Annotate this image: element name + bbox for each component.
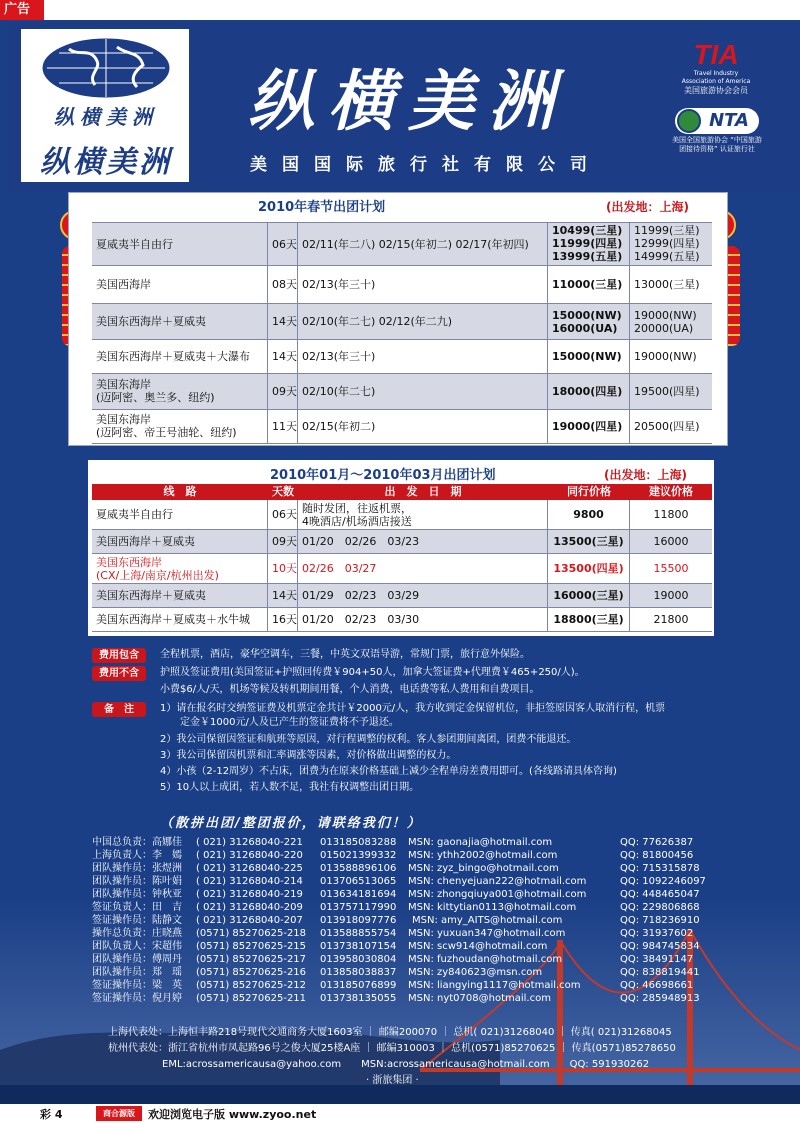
dates: 01/20 02/26 03/23	[298, 530, 548, 553]
contact-row	[92, 875, 712, 888]
spring-row	[92, 266, 712, 304]
trade-price: 11000(三星)	[548, 266, 630, 303]
trade-price: 18000(四星)	[548, 374, 630, 409]
contact-qq: QQ: 31937602	[620, 928, 694, 939]
tia-chinese-text: 美国旅游协会会员	[684, 86, 748, 95]
route-line: (CX/上海/南京/杭州出发)	[96, 569, 219, 582]
dates: 02/10(年二七)	[298, 374, 548, 409]
contact-mobile: 013958030804	[320, 954, 397, 965]
publisher-badge: 商合源版	[96, 1106, 142, 1121]
price-line: 20000(UA)	[634, 322, 694, 335]
contact-row	[92, 940, 712, 953]
contact-role: 团队操作员：郑 瑶	[92, 967, 182, 978]
suggested-price: 13000(三星)	[634, 278, 700, 291]
contact-tel: (0571) 85270625-216	[196, 967, 307, 978]
contact-row	[92, 862, 712, 875]
contact-msn: MSN: nyt0708@hotmail.com	[408, 993, 551, 1004]
remark-line: 定金￥1000元/人及已产生的签证费将不予退还。	[160, 717, 399, 728]
route: 美国东西海岸＋夏威夷＋大瀑布	[92, 340, 268, 373]
tia-english-text: Travel Industry Association of America	[681, 70, 751, 85]
contact-role: 团队操作员：傅周丹	[92, 954, 182, 965]
contact-msn: MSN: zy840623@msn.com	[408, 967, 543, 978]
dates-line: 4晚酒店/机场酒店接送	[302, 515, 412, 528]
contact-msn: MSN: chenyejuan222@hotmail.com	[408, 876, 587, 887]
price-line: 12999(四星)	[634, 237, 700, 250]
spring-festival-title: 2010年春节出团计划	[258, 200, 386, 215]
suggested-price: 19000(NW)	[634, 350, 697, 363]
exclude-tag: 费用不含	[92, 666, 146, 681]
contact-mobile: 013588855754	[320, 928, 397, 939]
contact-msn: MSN: ythh2002@hotmail.com	[408, 850, 558, 861]
contact-mobile: 013738135055	[320, 993, 397, 1004]
header-dates: 出 发 日 期	[384, 485, 462, 498]
contact-row	[92, 927, 712, 940]
route: 美国东西海岸＋夏威夷	[92, 584, 268, 607]
contact-row	[92, 901, 712, 914]
contact-tel: ( 021) 31268040-219	[196, 889, 303, 900]
days: 16天	[268, 608, 298, 631]
route: 美国西海岸	[92, 266, 268, 303]
contact-row	[92, 849, 712, 862]
contact-msn: MSN: amy_AITS@hotmail.com	[412, 915, 563, 926]
trade-price: 18800(三星)	[548, 608, 630, 631]
days: 11天	[268, 410, 298, 443]
suggested-price: 21800	[653, 613, 689, 626]
dates-line: 随时发团，往返机票，	[302, 502, 412, 515]
days: 14天	[268, 340, 298, 373]
shanghai-address: 上海代表处：上海恒丰路218号现代交通商务大厦1603室 ｜ 邮编200070 ｜ 总机( 021)31268040 ｜ 传真( 021)31268045	[108, 1027, 672, 1038]
route: 美国东西海岸＋夏威夷＋水牛城	[92, 608, 268, 631]
contact-qq: QQ: 81800456	[620, 850, 694, 861]
contact-tel: ( 021) 31268040-207	[196, 915, 303, 926]
q1-plan-title: 2010年01月～2010年03月出团计划	[270, 468, 496, 483]
price-line: 11999(三星)	[634, 224, 700, 237]
trade-price: 13500(三星)	[548, 530, 630, 553]
contact-qq: QQ: 984745834	[620, 941, 700, 952]
route-line: 美国东海岸	[96, 413, 151, 426]
website-link[interactable]: 欢迎浏览电子版 www.zyoo.net	[148, 1108, 317, 1121]
contact-qq: QQ: 38491147	[620, 954, 694, 965]
days: 14天	[268, 584, 298, 607]
include-tag: 费用包含	[92, 648, 146, 663]
nta-globe-icon	[677, 109, 701, 133]
trade-price: 15000(NW)	[548, 340, 630, 373]
exclude-text-1: 护照及签证费用(美国签证+护照回传费￥904+50人，加拿大签证费+代理费￥465+250/人)。	[160, 667, 585, 678]
remark-line: 4）小孩（2-12周岁）不占床，团费为在原来价格基础上减少全程单房差费用即可。(各线路请具体咨询)	[160, 766, 617, 777]
contact-msn: MSN: gaonajia@hotmail.com	[408, 837, 553, 848]
contact-msn: MSN: scw914@hotmail.com	[408, 941, 548, 952]
days: 14天	[268, 304, 298, 339]
route-line: 美国东海岸	[96, 378, 151, 391]
contact-row	[92, 836, 712, 849]
route	[92, 554, 268, 583]
dates	[298, 500, 548, 529]
tia-logo-mark: TIA	[693, 39, 739, 70]
contact-mobile: 015021399332	[320, 850, 397, 861]
contact-msn: MSN: zyz_bingo@hotmail.com	[408, 863, 559, 874]
suggested-price: 11800	[653, 508, 689, 521]
suggested-price: 16000	[653, 535, 689, 548]
include-text: 全程机票，酒店，豪华空调车，三餐，中英文双语导游，常规门票，旅行意外保险。	[160, 649, 530, 660]
suggested-price: 15500	[653, 562, 689, 575]
globe-icon	[39, 35, 173, 101]
route	[92, 374, 268, 409]
exclude-text-2: 小费$6/人/天，机场等候及转机期间用餐，个人消费，电话费等私人费用和自费项目。	[160, 684, 540, 695]
route	[92, 410, 268, 443]
dates: 02/15(年初二)	[298, 410, 548, 443]
route: 美国西海岸＋夏威夷	[92, 530, 268, 553]
contact-mobile: 013918097776	[320, 915, 397, 926]
remark-line: 1）请在报名时交纳签证费及机票定金共计￥2000元/人，我方收到定金保留机位，非拒签原因客人取消行程，机票	[160, 703, 666, 714]
contact-role: 签证负责人：田 吉	[92, 902, 182, 913]
logo-text-lower: 纵横美洲	[40, 145, 172, 180]
contact-row	[92, 992, 712, 1005]
spring-row	[92, 374, 712, 410]
trade-price: 9800	[548, 500, 630, 529]
route: 美国东西海岸＋夏威夷	[92, 304, 268, 339]
contact-mobile: 013706513065	[320, 876, 397, 887]
contact-tel: ( 021) 31268040-209	[196, 902, 303, 913]
suggested-price	[630, 304, 712, 339]
contact-tel: ( 021) 31268040-221	[196, 837, 303, 848]
q1-plan-origin: (出发地：上海)	[604, 468, 687, 482]
contact-role: 签证操作员：陆静文	[92, 915, 182, 926]
contact-tel: (0571) 85270625-217	[196, 954, 307, 965]
dates: 01/20 02/23 03/30	[298, 608, 548, 631]
days: 06天	[268, 500, 298, 529]
trade-price: 19000(四星)	[548, 410, 630, 443]
price-line: 11999(四星)	[552, 237, 623, 250]
header-suggested-price: 建议价格	[649, 485, 693, 498]
contact-qq: QQ: 229806868	[620, 902, 700, 913]
contact-mobile: 013858038837	[320, 967, 397, 978]
contact-role: 团队操作员：张煜洲	[92, 863, 182, 874]
route-line: 美国东西海岸	[96, 556, 162, 569]
spring-row	[92, 410, 712, 444]
nta-logo-mark: NTA	[709, 110, 749, 131]
contact-tel: (0571) 85270625-212	[196, 980, 307, 991]
price-line: 19000(NW)	[634, 309, 697, 322]
trade-price	[548, 223, 630, 265]
hangzhou-address: 杭州代表处：浙江省杭州市凤起路96号之俊大厦25楼A座 ｜ 邮编310003 ｜ 总机(0571)85270625 ｜ 传真(0571)85278650	[108, 1043, 676, 1054]
price-line: 14999(五星)	[634, 250, 700, 263]
contact-msn: MSN: kittytian0113@hotmail.com	[408, 902, 577, 913]
contact-tel: (0571) 85270625-218	[196, 928, 307, 939]
days: 09天	[268, 374, 298, 409]
trade-price: 16000(三星)	[548, 584, 630, 607]
contact-role: 团队操作员：钟秋亚	[92, 889, 182, 900]
nta-badge	[672, 108, 762, 154]
contact-row	[92, 914, 712, 927]
contact-msn: MSN: fuzhoudan@hotmail.com	[408, 954, 563, 965]
dates: 01/29 02/23 03/29	[298, 584, 548, 607]
q1-row	[92, 584, 712, 608]
company-logo	[20, 28, 190, 183]
contact-row	[92, 953, 712, 966]
header-trade-price: 同行价格	[567, 485, 611, 498]
contact-row	[92, 966, 712, 979]
spring-festival-origin: (出发地：上海)	[606, 200, 689, 214]
contact-tel: (0571) 85270625-215	[196, 941, 307, 952]
dates: 02/26 03/27	[298, 554, 548, 583]
q1-row	[92, 500, 712, 530]
ad-tag: 广告	[0, 0, 44, 20]
contact-role: 操作总负责：庄晓燕	[92, 928, 182, 939]
days: 10天	[268, 554, 298, 583]
route: 夏威夷半自由行	[92, 500, 268, 529]
page-number: 彩 4	[40, 1108, 63, 1121]
contact-row	[92, 979, 712, 992]
contact-mobile: 013738107154	[320, 941, 397, 952]
price-line: 13999(五星)	[552, 250, 623, 263]
suggested-price	[630, 223, 712, 265]
contact-qq: QQ: 838819441	[620, 967, 700, 978]
contact-msn: MSN: zhongqiuya001@hotmail.com	[408, 889, 587, 900]
route: 夏威夷半自由行	[92, 223, 268, 265]
q1-table-header	[92, 484, 712, 500]
contact-role: 上海负责人：李 嫣	[92, 850, 182, 861]
price-line: 10499(三星)	[552, 224, 623, 237]
contact-msn: MSN: yuxuan347@hotmail.com	[408, 928, 566, 939]
contact-mobile: 013185083288	[320, 837, 397, 848]
suggested-price: 19500(四星)	[634, 385, 700, 398]
nta-logo	[675, 108, 759, 134]
tia-badge	[676, 40, 756, 96]
contact-qq: QQ: 718236910	[620, 915, 700, 926]
price-line: 15000(NW)	[552, 309, 622, 322]
suggested-price: 19000	[653, 589, 689, 602]
group-name: · 浙旅集团 ·	[366, 1075, 419, 1086]
remark-tag: 备 注	[92, 702, 146, 717]
contact-role: 团队负责人：宋超伟	[92, 941, 182, 952]
company-title: 纵横美洲	[248, 62, 568, 140]
days: 08天	[268, 266, 298, 303]
route-line: (迈阿密、奥兰多、纽约)	[96, 391, 215, 404]
q1-row-highlight	[92, 554, 712, 584]
spring-row	[92, 304, 712, 340]
dates: 02/11(年二八) 02/15(年初二) 02/17(年初四)	[298, 223, 548, 265]
contact-qq: QQ: 77626387	[620, 837, 694, 848]
spring-row	[92, 340, 712, 374]
contact-mobile: 013185076899	[320, 980, 397, 991]
contact-mobile: 013757117990	[320, 902, 397, 913]
dates: 02/13(年三十)	[298, 340, 548, 373]
contact-role: 中国总负责：高娜佳	[92, 837, 182, 848]
days: 09天	[268, 530, 298, 553]
contact-qq: QQ: 715315878	[620, 863, 700, 874]
contact-role: 签证操作员：梁 英	[92, 980, 182, 991]
contact-qq: QQ: 448465047	[620, 889, 700, 900]
contact-qq: QQ: 1092246097	[620, 876, 706, 887]
contact-row	[92, 888, 712, 901]
contact-qq: QQ: 46698661	[620, 980, 694, 991]
remark-line: 5）10人以上成团，若人数不足，我社有权调整出团日期。	[160, 782, 420, 793]
q1-row	[92, 608, 712, 632]
days: 06天	[268, 223, 298, 265]
contact-role: 签证操作员：倪月婷	[92, 993, 182, 1004]
company-subtitle: 美国国际旅行社有限公司	[250, 155, 602, 175]
dates: 02/13(年三十)	[298, 266, 548, 303]
contact-role: 团队操作员：陈叶娟	[92, 876, 182, 887]
remark-line: 3）我公司保留因机票和汇率调涨等因素，对价格做出调整的权力。	[160, 750, 457, 761]
logo-text-upper: 纵横美洲	[54, 105, 158, 129]
contact-tel: (0571) 85270625-211	[196, 993, 307, 1004]
suggested-price: 20500(四星)	[634, 420, 700, 433]
contact-qq: QQ: 285948913	[620, 993, 700, 1004]
contact-msn: MSN: liangying1117@hotmail.com	[408, 980, 581, 991]
contact-call-to-action: （散拼出团/整团报价，请联络我们！）	[160, 816, 422, 831]
contact-tel: ( 021) 31268040-214	[196, 876, 303, 887]
remark-line: 2）我公司保留因签证和航班等原因，对行程调整的权利。客人参团期间离团，团费不能退还。	[160, 734, 577, 745]
spring-row	[92, 222, 712, 266]
trade-price	[548, 304, 630, 339]
price-line: 16000(UA)	[552, 322, 618, 335]
trade-price: 13500(四星)	[548, 554, 630, 583]
dates: 02/10(年二七) 02/12(年二九)	[298, 304, 548, 339]
contact-mobile: 013588896106	[320, 863, 397, 874]
contact-mobile: 013634181694	[320, 889, 397, 900]
route-line: (迈阿密、帝王号油轮、纽约)	[96, 426, 237, 439]
q1-row	[92, 530, 712, 554]
top-strip	[0, 0, 800, 20]
contact-tel: ( 021) 31268040-220	[196, 850, 303, 861]
contact-tel: ( 021) 31268040-225	[196, 863, 303, 874]
header-days: 天数	[272, 485, 294, 498]
header-route: 线 路	[163, 485, 197, 498]
nta-chinese-text: 美国全国旅游协会 “中国旅游团接待资格” 认证旅行社	[672, 136, 762, 153]
company-contact-line: EML:acrossamericausa@yahoo.com MSN:acrossamericausa@hotmail.com QQ: 591930262	[162, 1059, 650, 1070]
